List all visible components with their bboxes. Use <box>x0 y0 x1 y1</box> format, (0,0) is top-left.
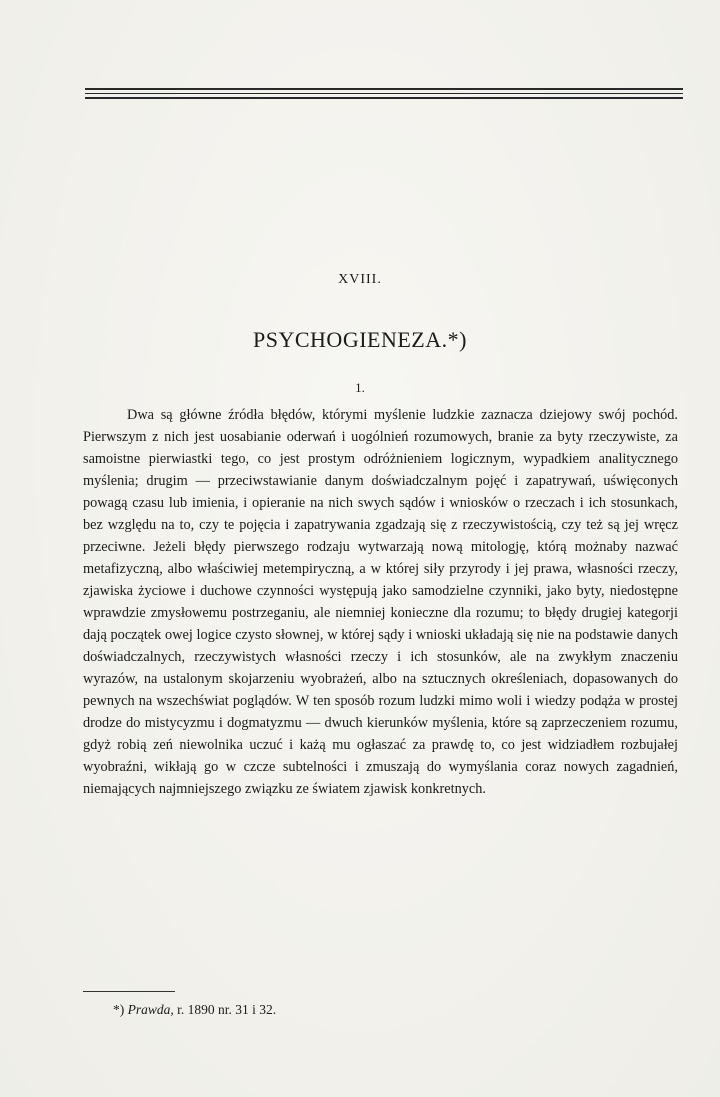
body-paragraph: Dwa są główne źródła błędów, którymi myślenie ludzkie zaznacza dziejowy swój pochód. Pierwszym z nich jest uosabianie oderwań i uogólnień rozumowych, branie za byty rzeczywiste, za samoistne pierwiastki tego, co jest prostym odróżnieniem logicznym, wypadkiem analitycznego myślenia; drugim — przeciwstawianie danym doświadczalnym pojęć i zapatrywań, uświęconych powagą czasu lub imienia, i opieranie na nich swych sądów i wniosków o rzeczach i ich stosunkach, bez względu na to, czy te pojęcia i zapatrywania zgadzają się z rzeczywistością, czy też są jej wręcz przeciwne. Jeżeli błędy pierwszego rodzaju wytwarzają nową mitologję, którą możnaby nazwać metafizyczną, albo właściwiej metempiryczną, a w której siły przyrody i jej prawa, własności rzeczy, zjawiska życiowe i duchowe czynności występują jako samodzielne czynniki, jako byty, niedostępne wprawdzie zmysłowemu postrzeganiu, ale niemniej konieczne dla rozumu; to błędy drugiej kategorji dają początek owej logice czysto słownej, w której sądy i wnioski układają się nie na podstawie danych doświadczalnych, rzeczywistych własności rzeczy i ich stosunków, ale na zwykłym znaczeniu wyrazów, na ustalonym skojarzeniu wyobrażeń, albo na sztucznych określeniach, dopasowanych do pewnych na wszechświat poglądów. W ten sposób rozum ludzki mimo woli i wiedzy podąża w prostej drodze do mistycyzmu i dogmatyzmu — dwuch kierunków myślenia, które są zaprzeczeniem rozumu, gdyż robią zeń niewolnika uczuć i każą mu ogłaszać za prawdę to, co jest widziadłem rozbujałej wyobraźni, wikłają go w czcze subtelności i zmuszają do wymyślania coraz nowych zagadnień, niemających najmniejszego związku ze światem zjawisk konkretnych. <box>83 407 678 797</box>
section-number: 1. <box>355 380 365 395</box>
footnote-source: Prawda, <box>127 1002 174 1017</box>
header-rule <box>85 93 683 94</box>
footnote <box>113 1002 276 1018</box>
chapter-number: XVIII. <box>338 272 382 287</box>
header-rule <box>85 97 683 99</box>
footnote-rule <box>83 991 175 992</box>
header-rule <box>85 88 683 90</box>
footnote-marker: *) <box>113 1002 125 1017</box>
footnote-reference: r. 1890 nr. 31 i 32. <box>177 1002 277 1017</box>
chapter-title: PSYCHOGIENEZA.*) <box>253 327 467 352</box>
